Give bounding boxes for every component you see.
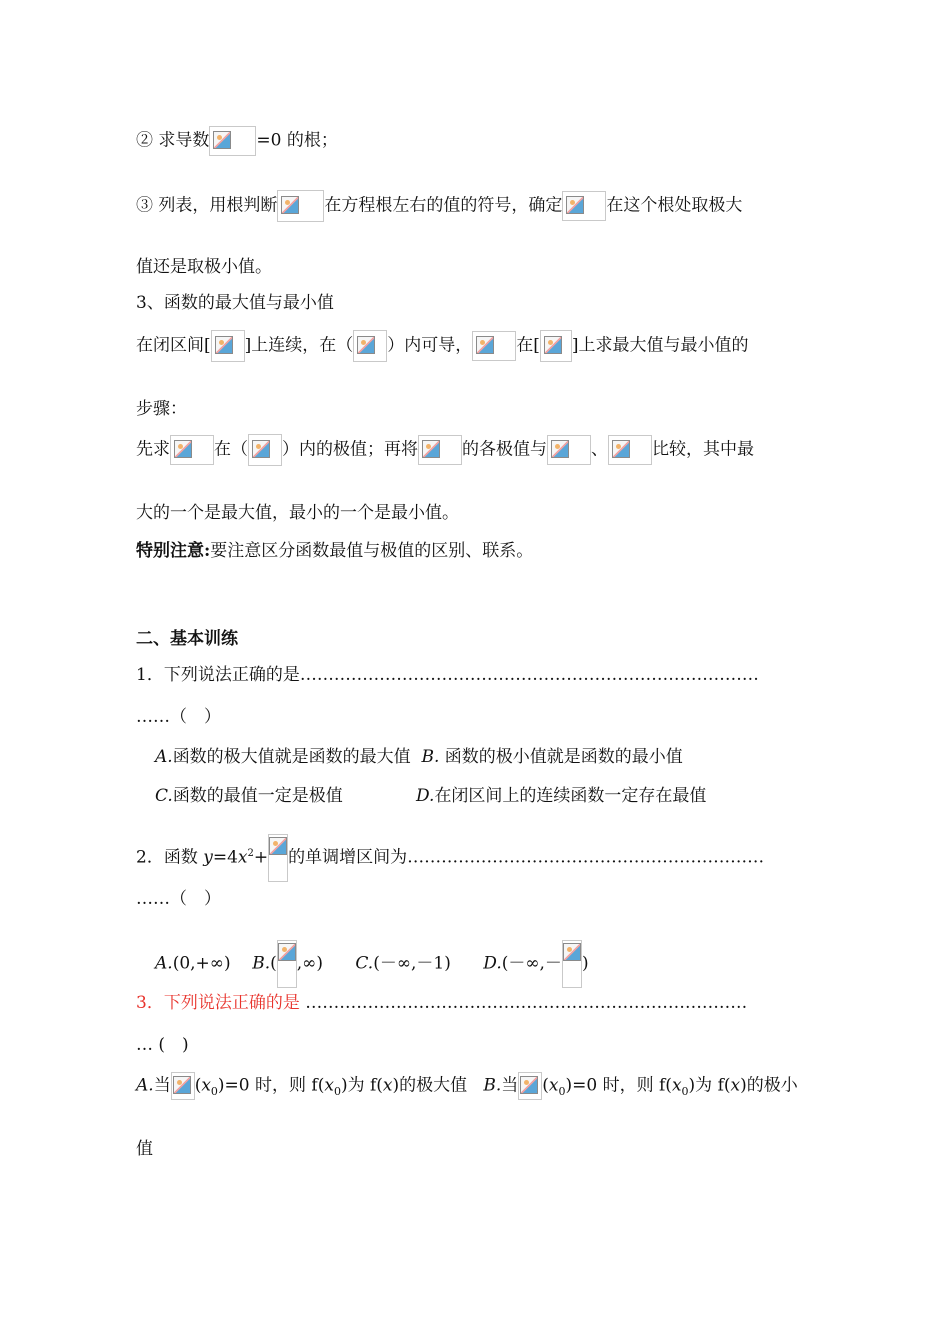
text: ( — [194, 1075, 202, 1096]
broken-image-icon — [211, 330, 245, 362]
text: 先求 — [136, 439, 170, 460]
var-x: x — [548, 1075, 559, 1096]
exponent: 2 — [247, 847, 254, 859]
text: )=0 时，则 f( — [217, 1075, 325, 1096]
text: )为 f( — [688, 1075, 731, 1096]
question-2-stem — [136, 834, 764, 882]
broken-image-icon — [353, 330, 387, 362]
text: ]上求最大值与最小值的 — [571, 335, 749, 356]
broken-image-icon — [472, 331, 516, 361]
text: ③ 列表，用根判断 — [136, 195, 278, 216]
broken-image-icon — [547, 435, 591, 465]
broken-image-icon — [277, 940, 297, 988]
text: 1．下列说法正确的是 — [136, 665, 300, 685]
text: ）内可导， — [387, 335, 473, 356]
question-3-options-ab — [136, 1072, 798, 1100]
text: =0 的根； — [256, 130, 338, 151]
text: =4 — [212, 847, 238, 868]
question-1-options-ab — [155, 744, 683, 770]
option-key: B. — [252, 953, 271, 974]
step-3-line — [136, 190, 742, 222]
option-c: (－∞,－1) — [373, 953, 451, 974]
dot-leader: …………………………………………………………………… — [299, 993, 748, 1013]
question-1-answer-bracket: ……（ ） — [136, 707, 221, 727]
option-key: C. — [155, 786, 173, 806]
text: ② 求导数 — [136, 130, 210, 151]
dot-leader: ……………………………………………………… — [407, 847, 765, 868]
option-key: A. — [155, 953, 173, 974]
subscript: 0 — [558, 1084, 566, 1098]
option-d-close: ) — [581, 953, 589, 974]
text: 在（ — [214, 439, 248, 460]
option-a: (0,+∞) — [172, 953, 231, 974]
var-x: x — [382, 1075, 393, 1096]
text: ）内的极值；再将 — [282, 439, 418, 460]
special-note — [136, 538, 533, 564]
note-text: 要注意区分函数最值与极值的区别、联系。 — [210, 541, 534, 561]
text: 3．下列说法正确的是 — [136, 993, 300, 1013]
text: 当 — [153, 1075, 171, 1096]
note-label: 特别注意: — [136, 541, 211, 561]
option-b: 函数的极小值就是函数的最小值 — [439, 747, 683, 767]
text: 比较，其中最 — [652, 439, 754, 460]
broken-image-icon — [418, 435, 462, 465]
broken-image-icon — [209, 126, 256, 156]
question-3-stem — [136, 990, 747, 1016]
broken-image-icon — [268, 834, 288, 882]
question-1-stem — [136, 662, 759, 688]
question-3-continued: 值 — [136, 1139, 153, 1159]
text: 在[ — [516, 335, 540, 356]
subscript: 0 — [681, 1084, 689, 1098]
option-key: D. — [416, 786, 435, 806]
option-key: B. — [483, 1075, 502, 1096]
question-2-options — [155, 940, 589, 988]
option-key: D. — [483, 953, 502, 974]
first-find-line — [136, 434, 754, 466]
broken-image-icon — [518, 1072, 542, 1100]
text: 2．函数 — [136, 847, 204, 868]
text: 在闭区间[ — [136, 335, 211, 356]
subscript: 0 — [333, 1084, 341, 1098]
question-2-answer-bracket: ……（ ） — [136, 889, 221, 909]
option-a: 函数的极大值就是函数的最大值 — [172, 747, 411, 767]
text: 的各极值与 — [462, 439, 547, 460]
broken-image-icon — [170, 435, 214, 465]
text: )=0 时，则 f( — [565, 1075, 672, 1096]
var-x: x — [237, 847, 248, 868]
option-key: C. — [355, 953, 374, 974]
text: )的极大值 — [392, 1075, 468, 1096]
section-heading: 二、基本训练 — [136, 629, 238, 649]
var-x: x — [201, 1075, 211, 1096]
text: 在这个根处取极大 — [606, 195, 743, 216]
text: 、 — [591, 439, 608, 460]
option-c: 函数的最值一定是极值 — [172, 786, 343, 806]
option-d-open: (－∞,－ — [501, 953, 562, 974]
option-key: A. — [155, 747, 173, 767]
var-y: y — [203, 847, 213, 868]
broken-image-icon — [562, 940, 582, 988]
option-b-close: ,∞) — [296, 953, 323, 974]
option-key: B. — [421, 747, 440, 767]
option-b-open: ( — [270, 953, 277, 974]
text: )为 f( — [340, 1075, 383, 1096]
step-3-continued: 值还是取极小值。 — [136, 257, 272, 277]
text: ]上连续，在（ — [244, 335, 354, 356]
subscript: 0 — [210, 1084, 218, 1098]
text: 在方程根左右的值的符号，确定 — [324, 195, 563, 216]
broken-image-icon — [562, 191, 606, 221]
broken-image-icon — [608, 435, 652, 465]
option-key: A. — [136, 1075, 154, 1096]
first-find-continued: 大的一个是最大值，最小的一个是最小值。 — [136, 503, 459, 523]
dot-leader: ……………………………………………………………………… — [299, 665, 759, 685]
subheading-max-min: 3、函数的最大值与最小值 — [136, 293, 334, 313]
step-2-line — [136, 126, 338, 156]
closed-interval-line — [136, 330, 749, 362]
broken-image-icon — [248, 434, 282, 466]
text: + — [253, 847, 269, 868]
steps-label: 步骤： — [136, 399, 187, 419]
text: ( — [542, 1075, 549, 1096]
question-1-option-d — [416, 783, 706, 809]
text: )的极小 — [740, 1075, 798, 1096]
broken-image-icon — [540, 330, 572, 362]
var-x: x — [671, 1075, 682, 1096]
option-d: 在闭区间上的连续函数一定存在最值 — [434, 786, 707, 806]
text: 的单调增区间为 — [288, 847, 408, 868]
question-1-option-c — [155, 783, 343, 809]
broken-image-icon — [171, 1072, 195, 1100]
var-x: x — [730, 1075, 741, 1096]
var-x: x — [324, 1075, 334, 1096]
text: 当 — [501, 1075, 519, 1096]
question-3-answer-bracket: … ( ) — [136, 1035, 189, 1055]
broken-image-icon — [277, 190, 324, 222]
